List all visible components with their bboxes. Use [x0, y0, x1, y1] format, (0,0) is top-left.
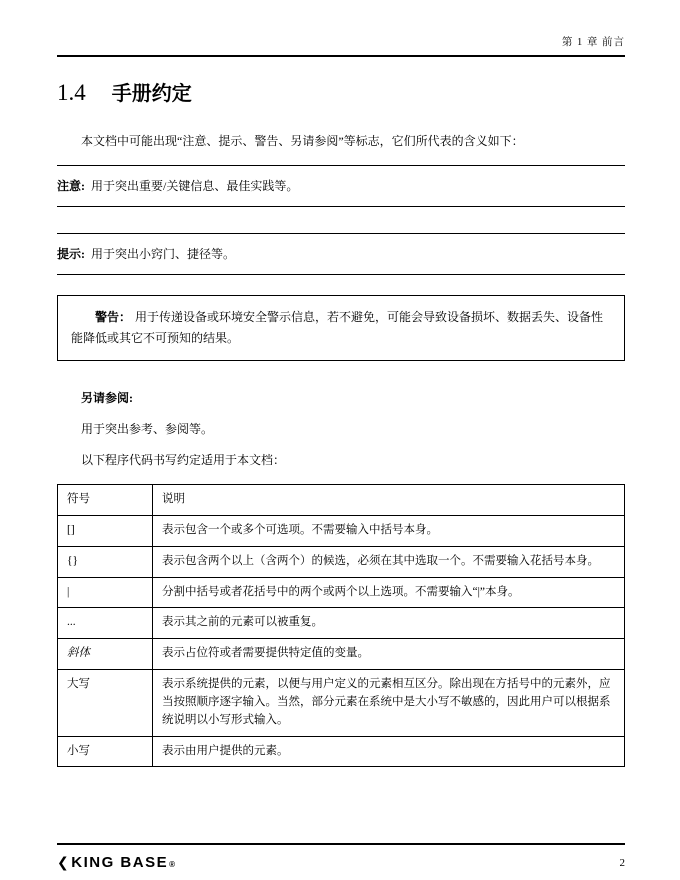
symbol-cell: {}: [58, 546, 153, 577]
symbol-cell: |: [58, 577, 153, 608]
header-rule: [57, 55, 625, 57]
description-cell: 表示其之前的元素可以被重复。: [153, 608, 625, 639]
page-number: 2: [619, 856, 625, 869]
running-header: 第 1 章 前言: [561, 37, 625, 48]
note-text: 用于突出重要/关键信息、最佳实践等。: [91, 179, 299, 194]
description-cell: 表示占位符或者需要提供特定值的变量。: [153, 639, 625, 670]
registered-mark: ®: [169, 860, 177, 869]
symbol-cell: []: [58, 516, 153, 547]
symbol-cell: 小写: [58, 736, 153, 767]
tip-label: 提示:: [57, 247, 85, 262]
conventions-table: [57, 484, 625, 767]
warning-admonition: [57, 295, 625, 361]
symbol-cell: 大写: [58, 670, 153, 736]
kingbase-logo: [57, 854, 176, 871]
section-name: 手册约定: [111, 83, 192, 105]
table-header-symbol: 符号: [58, 485, 153, 516]
warning-paragraph: [71, 307, 611, 349]
description-cell: 表示系统提供的元素，以便与用户定义的元素相互区分。除出现在方括号中的元素外，应当按照顺序逐字输入。当然，部分元素在系统中是大小写不敏感的，因此用户可以根据系统说明以小写形式输入。: [153, 670, 625, 736]
table-header-row: [58, 485, 625, 516]
warning-text: 用于传递设备或环境安全警示信息，若不避免，可能会导致设备损坏、数据丢失、设备性能降低或其它不可预知的结果。: [71, 310, 604, 346]
warning-label: 警告：: [95, 310, 132, 325]
symbol-cell: ...: [58, 608, 153, 639]
seealso-text: 用于突出参考、参阅等。: [81, 422, 214, 437]
table-row: [58, 608, 625, 639]
description-cell: 分割中括号或者花括号中的两个或两个以上选项。不需要输入“|”本身。: [153, 577, 625, 608]
table-header-description: 说明: [153, 485, 625, 516]
table-intro: 以下程序代码书写约定适用于本文档：: [81, 453, 286, 468]
note-label: 注意:: [57, 179, 85, 194]
table-row: [58, 639, 625, 670]
symbol-cell: 斜体: [58, 639, 153, 670]
section-title: [57, 77, 625, 106]
section-number: 1.4: [57, 80, 86, 105]
tip-text: 用于突出小窍门、捷径等。: [91, 247, 236, 262]
tip-admonition: [57, 233, 625, 275]
logo-text: KING BASE: [71, 854, 169, 871]
intro-paragraph: 本文档中可能出现“注意、提示、警告、另请参阅”等标志，它们所代表的含义如下：: [81, 134, 524, 148]
page-footer: [57, 843, 625, 871]
note-admonition: [57, 165, 625, 207]
description-cell: 表示由用户提供的元素。: [153, 736, 625, 767]
table-row: [58, 516, 625, 547]
table-row: [58, 577, 625, 608]
table-row: [58, 736, 625, 767]
table-row: [58, 546, 625, 577]
description-cell: 表示包含两个以上（含两个）的候选，必须在其中选取一个。不需要输入花括号本身。: [153, 546, 625, 577]
logo-mark-icon: ❮: [57, 854, 71, 870]
seealso-label: 另请参阅:: [81, 391, 133, 406]
description-cell: 表示包含一个或多个可选项。不需要输入中括号本身。: [153, 516, 625, 547]
table-row: [58, 670, 625, 736]
